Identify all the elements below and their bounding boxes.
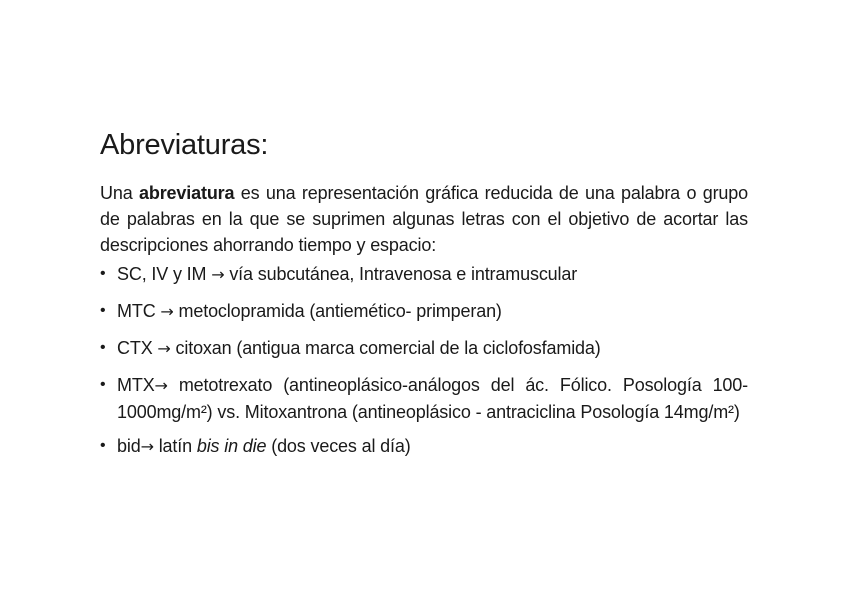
abbreviation-list [100, 261, 748, 470]
arrow-right-icon: → [140, 437, 154, 456]
abbreviation-definition-end: (dos veces al día) [266, 436, 411, 456]
abbreviation-term: SC, IV y IM [117, 264, 212, 284]
abbreviation-term: MTX [117, 375, 155, 395]
abbreviation-term: CTX [117, 338, 158, 358]
list-item [100, 298, 748, 325]
intro-paragraph [100, 180, 748, 258]
abbreviation-definition: vía subcutánea, Intravenosa e intramuscular [224, 264, 578, 284]
intro-prefix: Una [100, 183, 139, 203]
abbreviation-definition: citoxan (antigua marca comercial de la ciclofosfamida) [170, 338, 601, 358]
arrow-right-icon: → [157, 339, 171, 358]
abbreviation-term: bid [117, 436, 141, 456]
abbreviation-definition: metoclopramida (antiemético- primperan) [173, 301, 502, 321]
list-item [100, 433, 748, 460]
arrow-right-icon: → [154, 376, 168, 395]
bullet-icon: • [100, 302, 106, 319]
abbreviation-definition: metotrexato (antineoplásico-análogos del ác. Fólico. Posología 100-1000mg/m²) vs. Mitoxantrona (antineoplásico - antraciclina Posología 14mg/m²) [117, 375, 748, 422]
abbreviation-definition: latín [153, 436, 197, 456]
list-item [100, 261, 748, 288]
bullet-icon: • [100, 376, 106, 393]
list-item [100, 372, 748, 425]
bullet-icon: • [100, 339, 106, 356]
intro-rest: es una representación gráfica reducida de una palabra o grupo de palabras en la que se suprimen algunas letras con el objetivo de acortar las descripciones ahorrando tiempo y espacio: [100, 183, 748, 255]
list-item [100, 335, 748, 362]
abbreviation-latin-term: bis in die [196, 436, 267, 456]
arrow-right-icon: → [211, 265, 225, 284]
bullet-icon: • [100, 437, 106, 454]
slide-title: Abreviaturas: [100, 129, 269, 161]
abbreviation-term: MTC [117, 301, 161, 321]
bullet-icon: • [100, 265, 106, 282]
intro-bold-term: abreviatura [138, 183, 235, 203]
arrow-right-icon: → [160, 302, 174, 321]
